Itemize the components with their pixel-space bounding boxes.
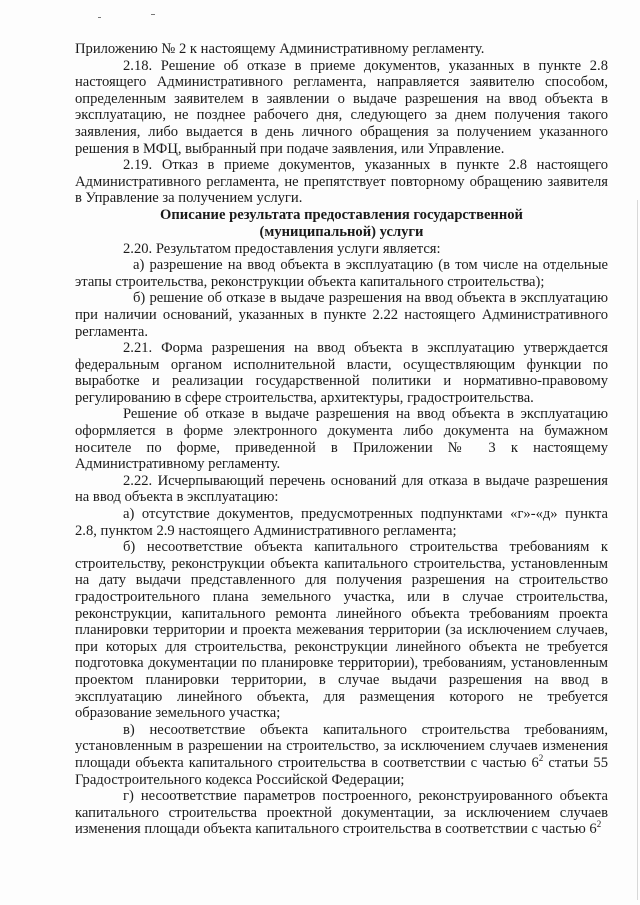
paragraph-2-22-g-text: г) несоответствие параметров построенного, реконструированного объекта капитального строительства проектной документации, за исключением случаев изменения площади объекта капитального строительства в соответствии с частью 6 — [75, 788, 608, 838]
paragraph-2-19: 2.19. Отказ в приеме документов, указанных в пункте 2.8 настоящего Административного регламента, не препятствует повторному обращению заявителя в Управление за получением услуги. — [75, 157, 608, 207]
scan-speck — [151, 14, 155, 15]
paragraph-2-20-a: а) разрешение на ввод объекта в эксплуатацию (в том числе на отдельные этапы строительства, реконструкции объекта капитального строительства); — [75, 257, 608, 290]
superscript: 2 — [596, 819, 602, 830]
scan-speck — [98, 17, 101, 18]
paragraph-2-22-g — [75, 788, 608, 838]
paragraph-2-22-v-text: в) несоответствие объекта капитального строительства требованиям, установленным в разрешении на строительство, за исключением случаев изменения площади объекта капитального строительства в соответствии с частью 6 — [75, 721, 608, 771]
paragraph-2-18: 2.18. Решение об отказе в приеме документов, указанных в пункте 2.8 настоящего Административного регламента, направляется заявителю способом, определенным заявителем в заявлении о выдаче разрешения на ввод объекта в эксплуатацию, не позднее рабочего дня, следующего за днем получения такого заявления, либо выдается в день личного обращения за получением указанного решения в МФЦ, выбранный при подаче заявления, или Управление. — [75, 57, 608, 157]
paragraph-continuation: Приложению № 2 к настоящему Административному регламенту. — [75, 41, 485, 57]
paragraph-2-21: 2.21. Форма разрешения на ввод объекта в эксплуатацию утверждается федеральным органом исполнительной власти, осуществляющим функции по выработке и реализации государственной политики и нормативно-правовому регулированию в сфере строительства, архитектуры, градостроительства. — [75, 340, 608, 406]
paragraph-2-20: 2.20. Результатом предоставления услуги является: — [123, 240, 441, 257]
document-body — [75, 41, 608, 838]
paragraph-2-20-b: б) решение об отказе в выдаче разрешения на ввод объекта в эксплуатацию при наличии оснований, указанных в пункте 2.22 настоящего Административного регламента. — [75, 290, 608, 340]
section-heading-line-1: Описание результата предоставления государственной — [160, 206, 523, 223]
scan-edge-line — [637, 200, 638, 900]
section-heading — [75, 207, 608, 241]
paragraph-2-21-refusal-form: Решение об отказе в выдаче разрешения на ввод объекта в эксплуатацию оформляется в форме электронного документа либо документа на бумажном носителе по форме, приведенной в Приложении № 3 к настоящему Административному регламенту. — [75, 406, 608, 473]
paragraph-2-22-v-text-end: статьи 55 Градостроительного кодекса Российской Федерации; — [75, 754, 609, 788]
paragraph-2-22-v — [75, 722, 608, 788]
superscript: 2 — [538, 752, 544, 763]
section-heading-line-2: (муниципальной) услуги — [259, 223, 424, 240]
paragraph-2-22: 2.22. Исчерпывающий перечень оснований для отказа в выдаче разрешения на ввод объекта в эксплуатацию: — [75, 472, 608, 506]
paragraph-2-22-a: а) отсутствие документов, предусмотренных подпунктами «г»-«д» пункта 2.8, пунктом 2.9 настоящего Административного регламента; — [75, 506, 608, 539]
paragraph-2-22-b: б) несоответствие объекта капитального строительства требованиям к строительству, реконструкции объекта капитального строительства, установленным на дату выдачи представленного для получения разрешения на строительство градостроительного плана земельного участка, или в случае строительства, реконструкции, капитального ремонта линейного объекта требованиям проекта планировки территории и проекта межевания территории (за исключением случаев, при которых для строительства, реконструкции линейного объекта не требуется подготовка документации по планировке территории), требованиям, установленным проектом планировки территории, в случае выдачи разрешения на ввод в эксплуатацию линейного объекта, для размещения которого не требуется образование земельного участка; — [75, 539, 608, 722]
